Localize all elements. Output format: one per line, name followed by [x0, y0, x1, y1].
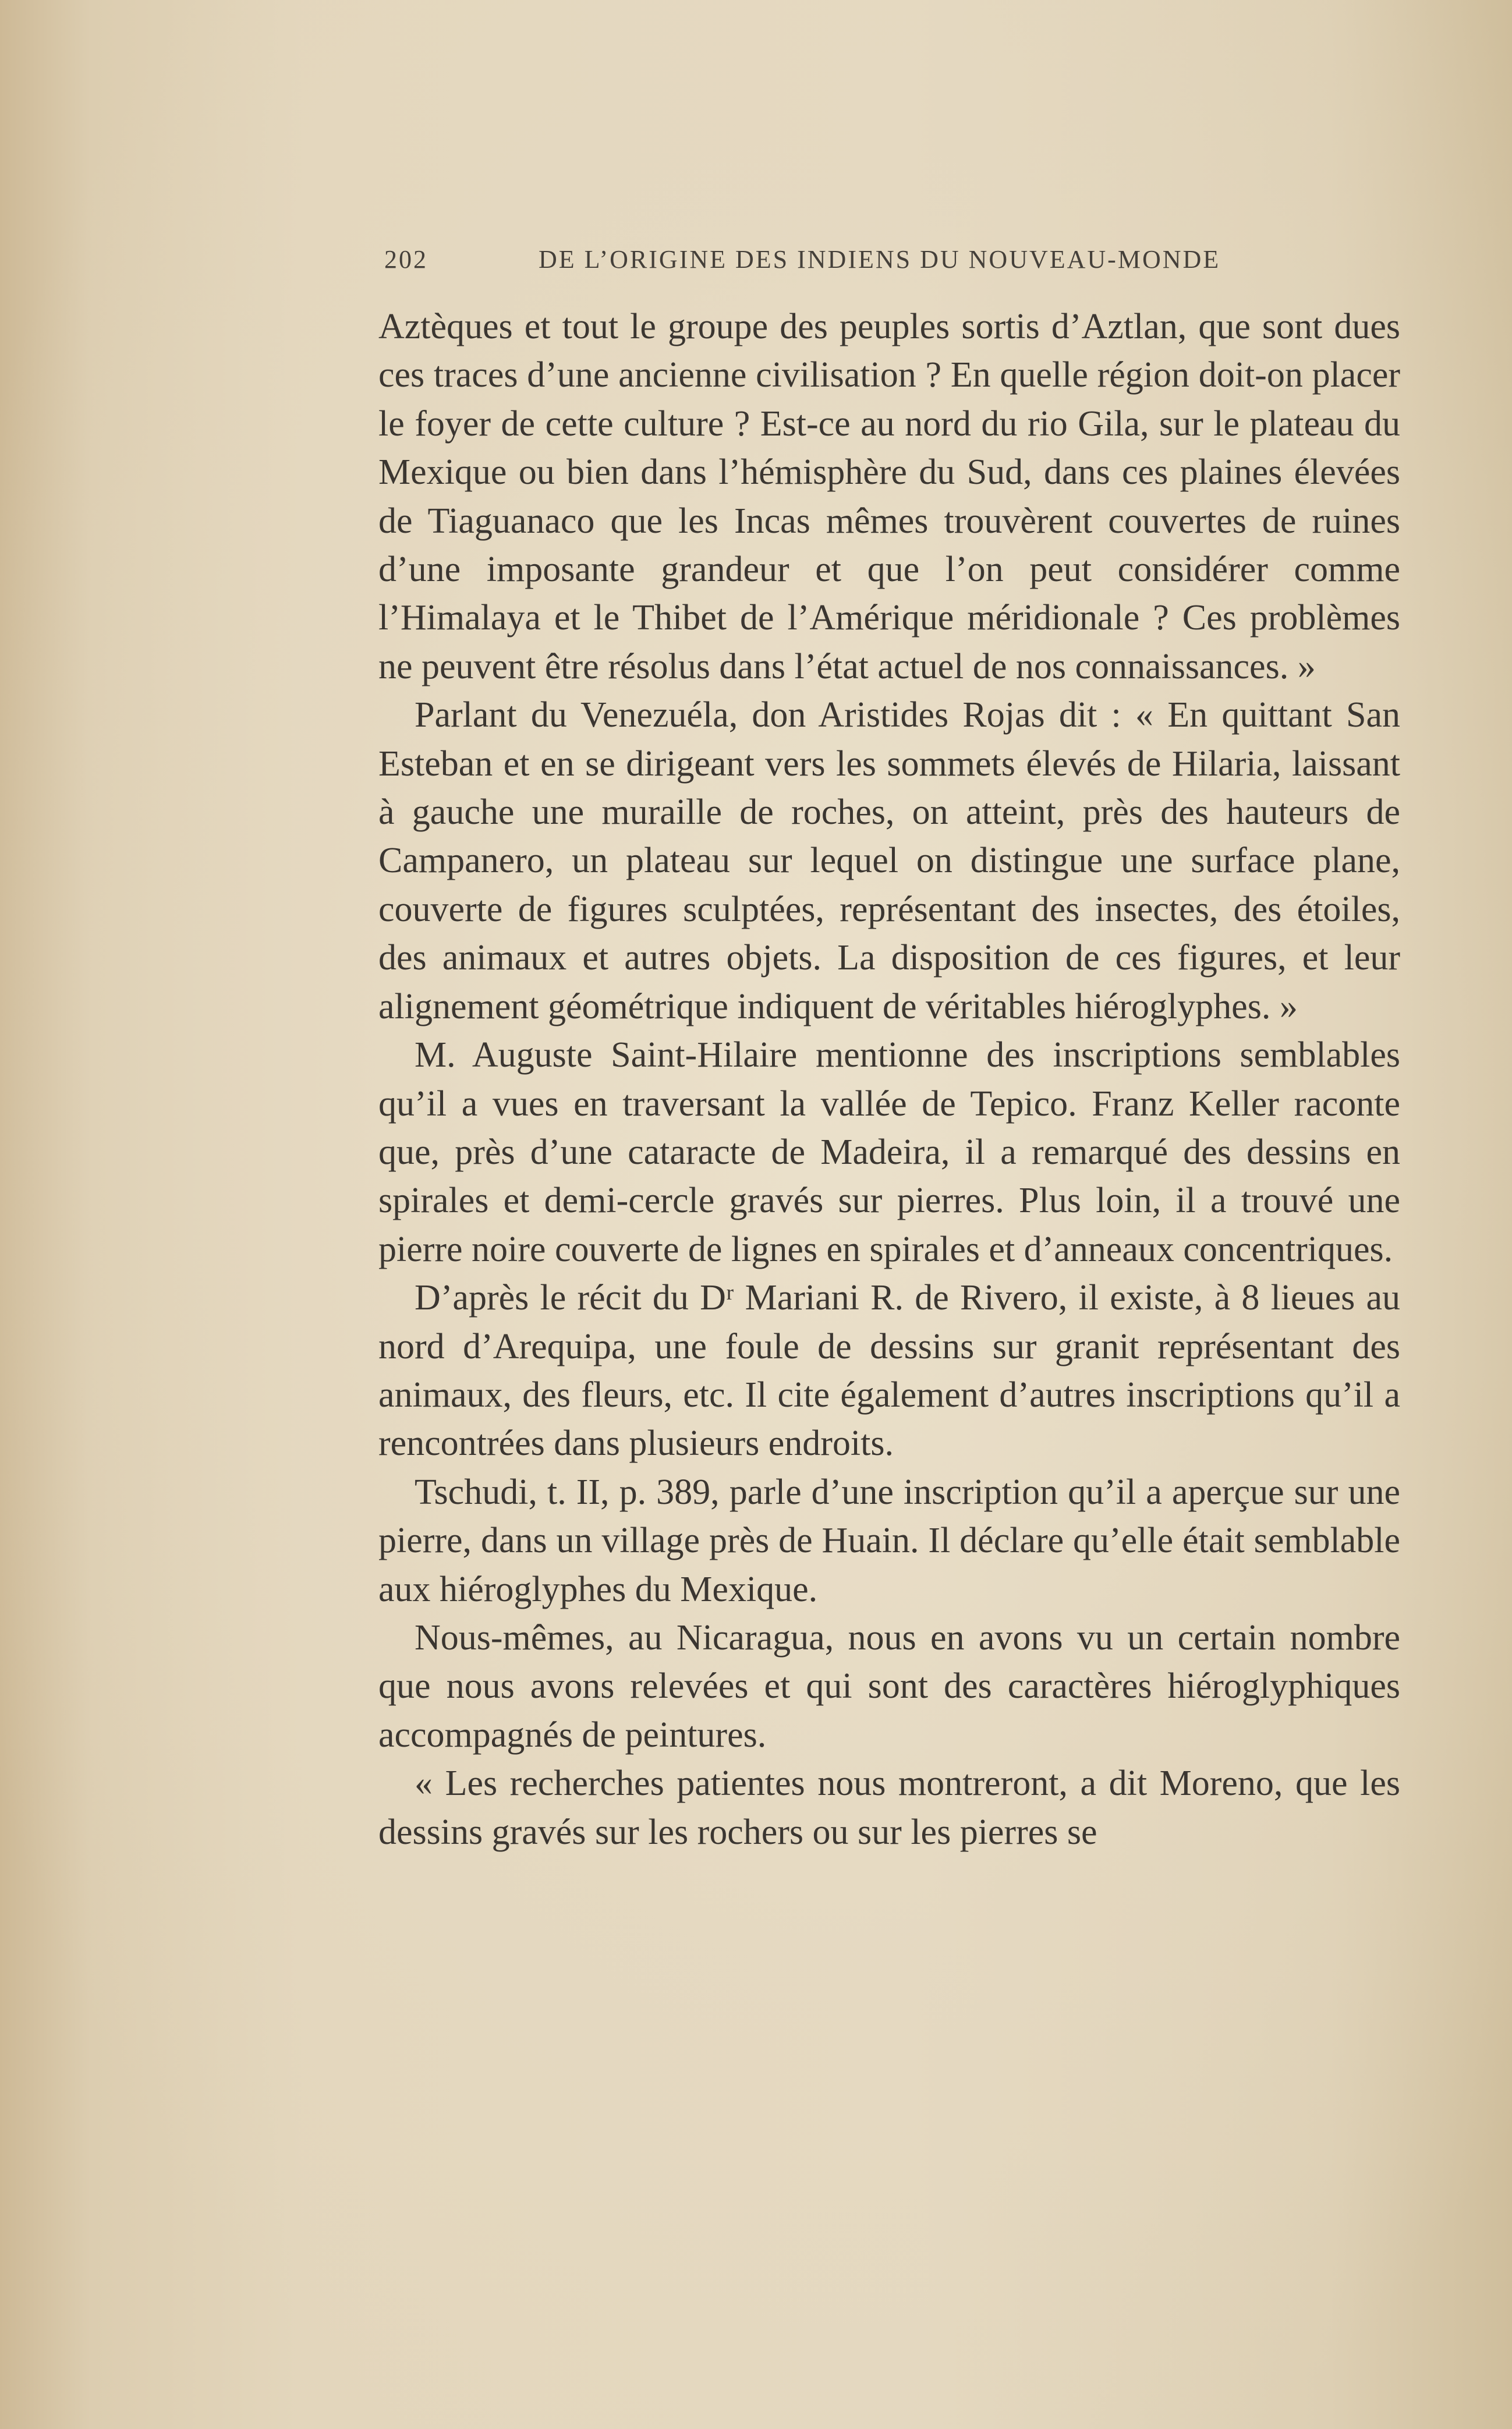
running-head: [384, 245, 1444, 279]
paragraph-nicaragua: Nous-mêmes, au Nicaragua, nous en avons vu un certain nombre que nous avons relevées et qui sont des caractères hiéroglyphiques accompagnés de peintures.: [378, 1617, 1400, 1755]
paragraph-moreno: « Les recherches patientes nous montreront, a dit Moreno, que les dessins gravés sur les rochers ou sur les pierres se: [378, 1764, 1400, 1852]
running-title: DE L’ORIGINE DES INDIENS DU NOUVEAU-MONDE: [539, 245, 1221, 274]
paragraph-venezuela: Parlant du Venezuéla, don Aristides Rojas dit : « En quittant San Esteban et en se dirigeant vers les sommets élevés de Hilaria, laissant à gauche une muraille de roches, on atteint, près des hauteurs de Campanero, un plateau sur lequel on distingue une surface plane, couverte de figures sculptées, représentant des insectes, des étoiles, des animaux et autres objets. La disposition de ces figures, et leur alignement géométrique indiquent de véritables hiéroglyphes. »: [378, 695, 1400, 1026]
page-number: 202: [384, 245, 428, 274]
paragraph-saint-hilaire: M. Auguste Saint-Hilaire mentionne des inscriptions semblables qu’il a vues en traversant la vallée de Tepico. Franz Keller raconte que, près d’une cataracte de Madeira, il a remarqué des dessins en spirales et demi-cercle gravés sur pierres. Plus loin, il a trouvé une pierre noire couverte de lignes en spirales et d’anneaux concentriques.: [378, 1035, 1400, 1269]
paragraph-tschudi: Tschudi, t. II, p. 389, parle d’une inscription qu’il a aperçue sur une pierre, dans un village près de Huain. Il déclare qu’elle était semblable aux hiéroglyphes du Mexique.: [378, 1472, 1400, 1609]
paragraph-rivero: D’après le récit du Dʳ Mariani R. de Rivero, il existe, à 8 lieues au nord d’Arequipa, une foule de dessins sur granit représentant des animaux, des fleurs, etc. Il cite également d’autres inscriptions qu’il a rencontrées dans plusieurs endroits.: [378, 1278, 1400, 1464]
body-text: [378, 303, 1400, 1857]
paragraph-continuation: Aztèques et tout le groupe des peuples sortis d’Aztlan, que sont dues ces traces d’une ancienne civilisation ? En quelle région doit-on placer le foyer de cette culture ? Est-ce au nord du rio Gila, sur le plateau du Mexique ou bien dans l’hémisphère du Sud, dans ces plaines élevées de Tiaguanaco que les Incas mêmes trouvèrent couvertes de ruines d’une imposante grandeur et que l’on peut considérer comme l’Himalaya et le Thibet de l’Amérique méridionale ? Ces problèmes ne peuvent être résolus dans l’état actuel de nos connaissances. »: [378, 307, 1400, 686]
